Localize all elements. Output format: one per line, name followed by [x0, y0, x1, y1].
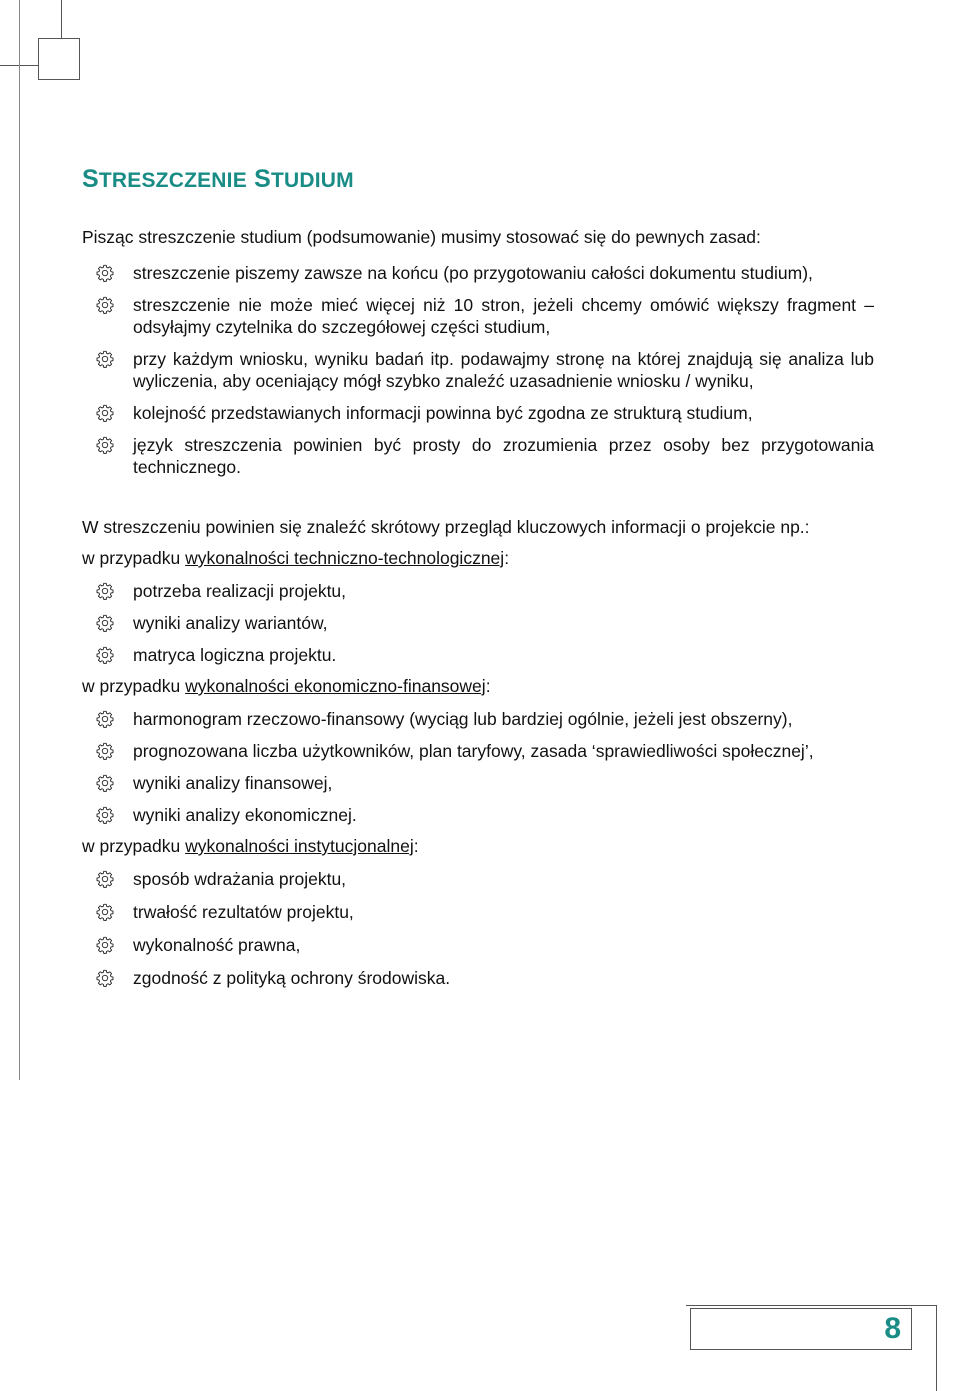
- gear-bullet-icon: [96, 903, 114, 921]
- page-number-box: [690, 1308, 912, 1350]
- list-item: wykonalność prawna,: [82, 934, 874, 956]
- list-item: zgodność z polityką ochrony środowiska.: [82, 967, 874, 989]
- list-item: prognozowana liczba użytkowników, plan taryfowy, zasada ‘sprawiedliwości społecznej’,: [82, 740, 874, 762]
- technical-list: [82, 580, 874, 666]
- gear-bullet-icon: [96, 646, 114, 664]
- list-item: potrzeba realizacji projektu,: [82, 580, 874, 602]
- list-item: sposób wdrażania projektu,: [82, 868, 874, 890]
- gear-bullet-icon: [96, 264, 114, 282]
- rules-list: [82, 262, 874, 478]
- list-item: wyniki analizy wariantów,: [82, 612, 874, 634]
- gear-bullet-icon: [96, 936, 114, 954]
- gear-bullet-icon: [96, 296, 114, 314]
- gear-bullet-icon: [96, 969, 114, 987]
- section-heading: w przypadku wykonalności instytucjonalnej:: [82, 836, 419, 856]
- page-number: 8: [884, 1312, 901, 1345]
- list-item: wyniki analizy ekonomicznej.: [82, 804, 874, 826]
- gear-bullet-icon: [96, 806, 114, 824]
- gear-bullet-icon: [96, 614, 114, 632]
- gear-bullet-icon: [96, 710, 114, 728]
- gear-bullet-icon: [96, 870, 114, 888]
- corner-square: [38, 38, 80, 80]
- list-item: język streszczenia powinien być prosty do zrozumienia przez osoby bez przygotowania technicznego.: [82, 434, 874, 478]
- footer-line: [686, 1305, 936, 1306]
- page-title: STRESZCZENIE STUDIUM: [82, 165, 354, 193]
- right-footer-line: [936, 1305, 937, 1391]
- document-body: [82, 165, 874, 989]
- list-item: wyniki analizy finansowej,: [82, 772, 874, 794]
- section-heading: w przypadku wykonalności techniczno-technologicznej:: [82, 548, 510, 568]
- financial-list: [82, 708, 874, 826]
- list-item: trwałość rezultatów projektu,: [82, 901, 874, 923]
- gear-bullet-icon: [96, 742, 114, 760]
- list-item: matryca logiczna projektu.: [82, 644, 874, 666]
- intro-paragraph: Pisząc streszczenie studium (podsumowanie) musimy stosować się do pewnych zasad:: [82, 227, 761, 247]
- gear-bullet-icon: [96, 436, 114, 454]
- gear-bullet-icon: [96, 774, 114, 792]
- section-heading: w przypadku wykonalności ekonomiczno-finansowej:: [82, 676, 491, 696]
- gear-bullet-icon: [96, 404, 114, 422]
- list-item: kolejność przedstawianych informacji powinna być zgodna ze strukturą studium,: [82, 402, 874, 424]
- list-item: przy każdym wniosku, wyniku badań itp. podawajmy stronę na której znajdują się analiza lub wyliczenia, aby oceniający mógł szybko znaleźć uzasadnienie wniosku / wyniku,: [82, 348, 874, 392]
- left-margin-line: [19, 0, 20, 1080]
- institutional-list: [82, 868, 874, 989]
- list-item: streszczenie nie może mieć więcej niż 10 stron, jeżeli chcemy omówić większy fragment – odsyłajmy czytelnika do szczegółowej części studium,: [82, 294, 874, 338]
- gear-bullet-icon: [96, 582, 114, 600]
- gear-bullet-icon: [96, 350, 114, 368]
- list-item: harmonogram rzeczowo-finansowy (wyciąg lub bardziej ogólnie, jeżeli jest obszerny),: [82, 708, 874, 730]
- list-item: streszczenie piszemy zawsze na końcu (po przygotowaniu całości dokumentu studium),: [82, 262, 874, 284]
- summary-paragraph: W streszczeniu powinien się znaleźć skrótowy przegląd kluczowych informacji o projekcie np.:: [82, 517, 810, 537]
